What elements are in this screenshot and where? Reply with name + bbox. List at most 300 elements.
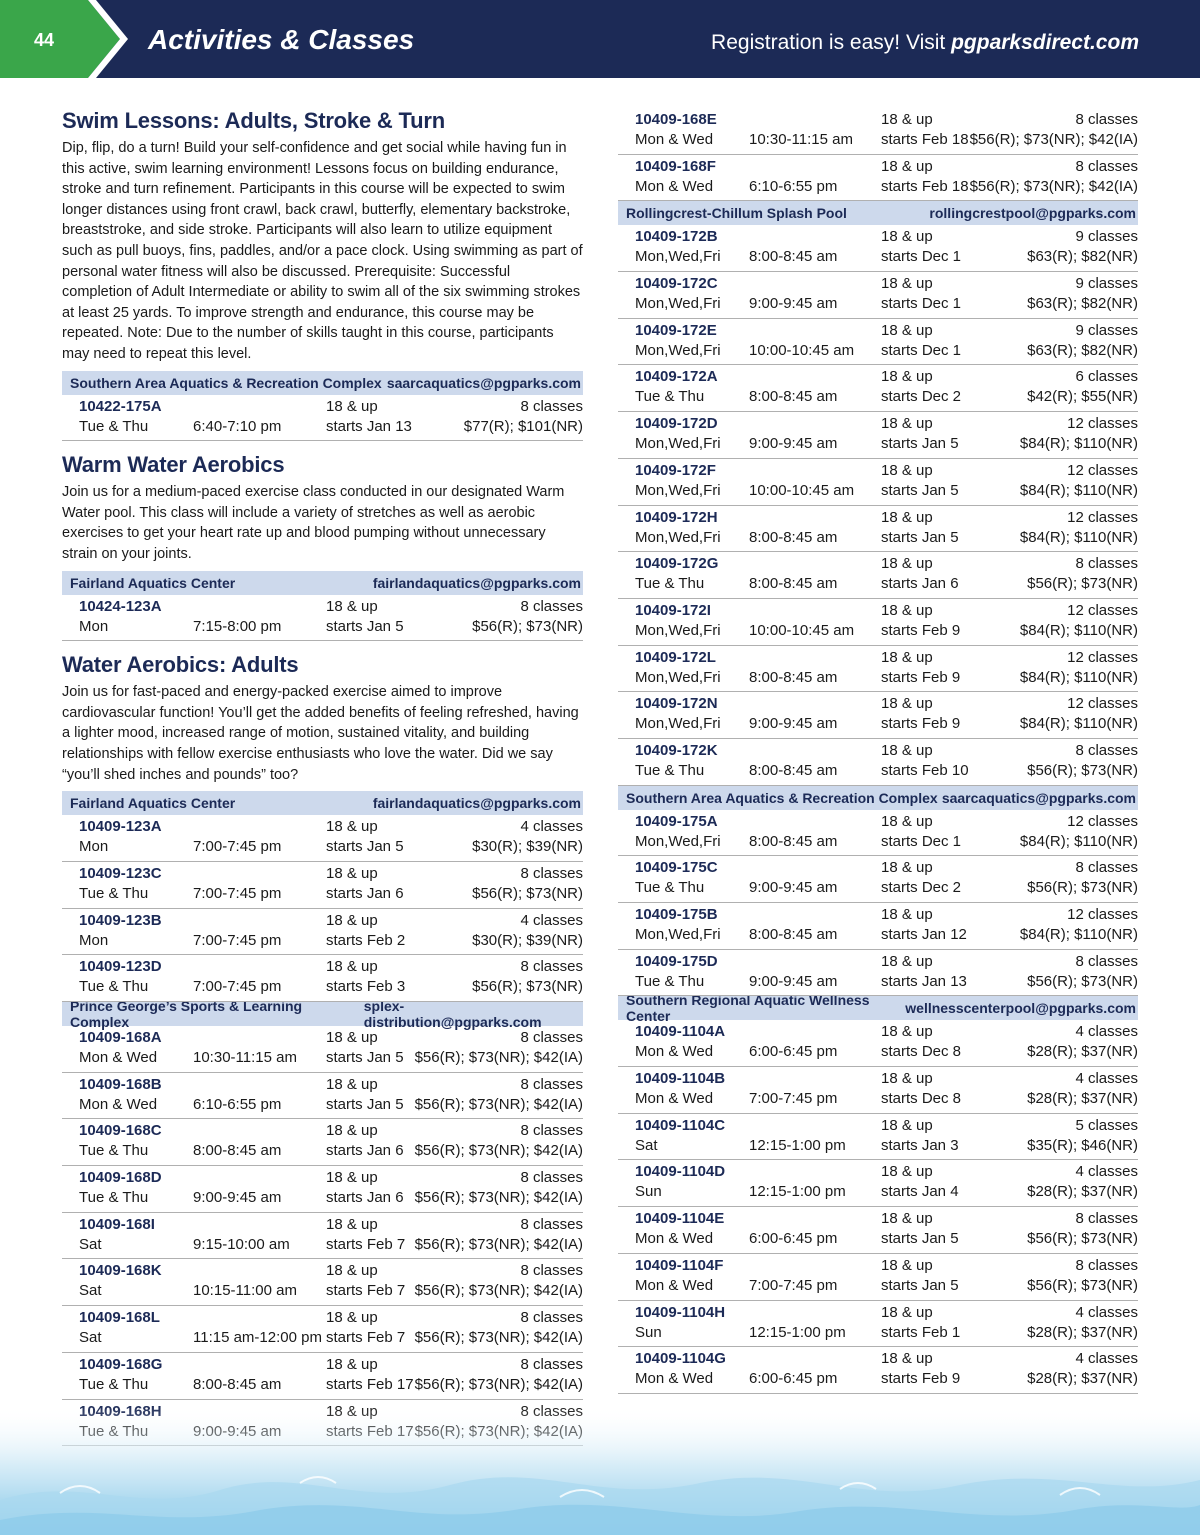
start-date: starts Jan 13 (881, 972, 967, 990)
registration-text: Registration is easy! Visit (711, 31, 952, 54)
table-row (618, 412, 1138, 459)
class-days: Mon & Wed (79, 1095, 158, 1113)
class-fee: $84(R); $110(NR) (1019, 621, 1138, 639)
class-fee: $56(R); $73(NR) (1027, 1230, 1138, 1248)
class-time: 6:00-6:45 pm (749, 1230, 838, 1248)
class-list (62, 815, 583, 1002)
start-date: starts Feb 1 (881, 1323, 961, 1341)
table-row (62, 1119, 583, 1166)
class-count: 8 classes (520, 958, 583, 976)
start-date: starts Jan 12 (881, 926, 967, 943)
start-date: starts Jan 5 (326, 1049, 404, 1066)
class-time: 10:15-11:00 am (193, 1282, 297, 1300)
class-count: 8 classes (1075, 555, 1138, 573)
start-date: starts Dec 2 (881, 879, 962, 897)
class-days: Sat (79, 1329, 102, 1347)
class-time: 6:40-7:10 pm (193, 417, 282, 435)
class-days: Tue & Thu (635, 761, 705, 779)
age-range: 18 & up (326, 397, 378, 415)
table-row (62, 815, 583, 862)
class-fee: $63(R); $82(NR) (1027, 295, 1138, 313)
class-code: 10409-168C (79, 1122, 162, 1140)
location-bar (62, 998, 583, 1030)
class-fee: $56(R); $73(NR); $42(IA) (969, 177, 1138, 195)
class-time: 9:00-9:45 am (749, 715, 838, 733)
location-bar (62, 571, 583, 595)
start-date: starts Jan 5 (326, 838, 404, 856)
location-bar (618, 786, 1138, 810)
class-time: 9:00-9:45 am (749, 879, 838, 897)
age-range: 18 & up (881, 555, 933, 573)
class-days: Mon (79, 838, 109, 856)
class-code: 10409-172A (635, 368, 718, 386)
class-code: 10409-172B (635, 228, 718, 246)
class-time: 6:10-6:55 pm (193, 1095, 282, 1113)
table-row (618, 108, 1138, 155)
class-count: 8 classes (1075, 741, 1138, 759)
class-count: 8 classes (520, 1122, 583, 1140)
class-days: Sat (79, 1282, 102, 1300)
class-fee: $63(R); $82(NR) (1027, 341, 1138, 359)
class-days: Sun (635, 1183, 662, 1201)
table-row (618, 950, 1138, 997)
class-code: 10409-168B (79, 1075, 162, 1093)
start-date: starts Dec 1 (881, 832, 962, 850)
class-time: 9:00-9:45 am (749, 972, 838, 990)
class-fee: $56(R); $73(NR) (472, 884, 583, 902)
location-bar (618, 201, 1138, 225)
class-days: Mon & Wed (635, 1090, 714, 1108)
class-code: 10409-168G (79, 1355, 163, 1373)
class-fee: $56(R); $73(NR); $42(IA) (969, 131, 1138, 148)
class-time: 8:00-8:45 am (749, 528, 838, 546)
age-range: 18 & up (326, 818, 378, 836)
table-row (618, 1114, 1138, 1161)
age-range: 18 & up (881, 508, 933, 526)
class-time: 8:00-8:45 am (749, 761, 838, 779)
class-time: 8:00-8:45 am (749, 388, 838, 406)
class-fee: $56(R); $73(NR); $42(IA) (414, 1282, 583, 1300)
class-count: 8 classes (520, 1169, 583, 1187)
class-days: Tue & Thu (79, 978, 149, 996)
table-row (618, 1301, 1138, 1348)
class-fee: $56(R); $73(NR); $42(IA) (414, 1235, 583, 1253)
table-row (618, 810, 1138, 857)
start-date: starts Jan 5 (881, 1276, 959, 1294)
class-time: 9:15-10:00 am (193, 1235, 290, 1253)
start-date: starts Dec 1 (881, 295, 962, 313)
start-date: starts Dec 1 (881, 341, 962, 359)
class-code: 10409-172L (635, 648, 716, 666)
location-email[interactable]: fairlandaquatics@pgparks.com (372, 574, 581, 591)
class-list (62, 395, 583, 442)
age-range: 18 & up (881, 952, 933, 970)
class-count: 12 classes (1067, 415, 1138, 433)
class-code: 10409-175D (635, 952, 718, 970)
class-time: 7:00-7:45 pm (193, 884, 282, 902)
page-number: 44 (34, 30, 55, 50)
water-aerobics-title: Water Aerobics: Adults (62, 652, 299, 678)
class-time: 9:00-9:45 am (193, 1189, 282, 1207)
class-count: 8 classes (520, 1215, 583, 1233)
location-bar (62, 371, 583, 395)
class-fee: $84(R); $110(NR) (1019, 715, 1138, 733)
class-time: 8:00-8:45 am (749, 926, 838, 943)
start-date: starts Feb 7 (326, 1282, 406, 1300)
start-date: starts Jan 5 (326, 617, 404, 635)
start-date: starts Jan 5 (326, 1095, 404, 1113)
start-date: starts Dec 8 (881, 1043, 962, 1061)
class-count: 12 classes (1067, 461, 1138, 479)
class-time: 10:30-11:15 am (193, 1049, 297, 1066)
class-code: 10409-1104B (635, 1070, 726, 1088)
class-count: 8 classes (520, 1355, 583, 1373)
table-row (618, 272, 1138, 319)
age-range: 18 & up (881, 461, 933, 479)
class-fee: $42(R); $55(NR) (1027, 388, 1138, 406)
class-fee: $56(R); $73(NR); $42(IA) (414, 1142, 583, 1160)
class-fee: $56(R); $73(NR); $42(IA) (414, 1329, 583, 1347)
class-code: 10409-172E (635, 321, 717, 339)
start-date: starts Jan 5 (881, 528, 959, 546)
class-days: Mon & Wed (635, 1370, 714, 1388)
class-time: 7:00-7:45 pm (193, 978, 282, 996)
start-date: starts Feb 9 (881, 621, 961, 639)
class-code: 10424-123A (79, 597, 162, 615)
class-days: Tue & Thu (635, 575, 705, 593)
class-count: 8 classes (520, 864, 583, 882)
class-fee: $30(R); $39(NR) (472, 931, 583, 949)
class-days: Tue & Thu (635, 972, 705, 990)
table-row (62, 1026, 583, 1073)
location-email[interactable]: saarcaquatics@pgparks.com (941, 789, 1136, 806)
class-time: 7:15-8:00 pm (193, 617, 282, 635)
class-fee: $30(R); $39(NR) (472, 838, 583, 856)
start-date: starts Jan 6 (326, 1189, 404, 1207)
class-days: Tue & Thu (79, 1189, 149, 1207)
class-time: 8:00-8:45 am (749, 668, 838, 686)
class-code: 10409-168L (79, 1309, 160, 1327)
class-count: 12 classes (1067, 906, 1138, 923)
start-date: starts Feb 7 (326, 1329, 406, 1347)
class-fee: $84(R); $110(NR) (1019, 528, 1138, 546)
table-row (618, 692, 1138, 739)
class-days: Tue & Thu (635, 879, 705, 897)
right-column (618, 108, 1138, 1394)
class-code: 10409-172G (635, 555, 719, 573)
table-row (62, 1259, 583, 1306)
class-time: 10:30-11:15 am (749, 131, 853, 148)
class-days: Mon (79, 931, 109, 949)
class-count: 4 classes (1075, 1023, 1138, 1041)
class-count: 8 classes (1075, 859, 1138, 877)
location-name: Prince George’s Sports & Learning Complex (70, 998, 303, 1030)
age-range: 18 & up (326, 1029, 378, 1046)
class-count: 9 classes (1075, 275, 1138, 293)
class-fee: $77(R); $101(NR) (463, 417, 583, 435)
class-count: 12 classes (1067, 695, 1138, 713)
class-fee: $28(R); $37(NR) (1027, 1090, 1138, 1108)
class-fee: $56(R); $73(NR); $42(IA) (414, 1189, 583, 1207)
class-time: 7:00-7:45 pm (749, 1276, 838, 1294)
location-name: Rollingcrest-Chillum Splash Pool (626, 205, 847, 222)
class-count: 9 classes (1075, 321, 1138, 339)
class-days: Mon,Wed,Fri (635, 832, 721, 850)
class-count: 4 classes (1075, 1163, 1138, 1181)
class-count: 6 classes (1075, 368, 1138, 386)
class-fee: $84(R); $110(NR) (1019, 481, 1138, 499)
class-days: Mon,Wed,Fri (635, 715, 721, 733)
age-range: 18 & up (881, 859, 933, 877)
class-fee: $28(R); $37(NR) (1027, 1183, 1138, 1201)
table-row (618, 646, 1138, 693)
table-row (618, 1207, 1138, 1254)
start-date: starts Feb 9 (881, 668, 961, 686)
class-time: 6:00-6:45 pm (749, 1370, 838, 1388)
warm-water-aerobics-description: Join us for a medium-paced exercise class conducted in our designated Warm Water pool. This class will include a variety of stretches as well as aerobic exercises to get your heart rate up and blood pumping without unnecessary strain on your joints. (62, 484, 565, 562)
start-date: starts Feb 2 (326, 931, 406, 949)
class-count: 8 classes (1075, 1256, 1138, 1274)
class-days: Tue & Thu (79, 417, 149, 435)
age-range: 18 & up (326, 1309, 378, 1327)
age-range: 18 & up (881, 695, 933, 713)
age-range: 18 & up (881, 812, 933, 830)
class-days: Sat (79, 1235, 102, 1253)
table-row (618, 1020, 1138, 1067)
table-row (618, 1067, 1138, 1114)
age-range: 18 & up (326, 1169, 378, 1187)
class-time: 10:00-10:45 am (749, 341, 855, 359)
class-code: 10409-1104C (635, 1116, 726, 1134)
table-row (62, 955, 583, 1002)
location-bar (618, 992, 1138, 1025)
class-days: Mon,Wed,Fri (635, 621, 721, 639)
age-range: 18 & up (881, 1163, 933, 1181)
class-list (618, 1020, 1138, 1394)
class-days: Mon,Wed,Fri (635, 341, 721, 359)
class-days: Mon,Wed,Fri (635, 435, 721, 453)
class-days: Mon (79, 617, 109, 635)
class-list (62, 1026, 583, 1446)
location-name: Southern Area Aquatics & Recreation Complex (70, 374, 382, 391)
class-code: 10409-172H (635, 508, 718, 526)
class-fee: $56(R); $73(NR); $42(IA) (414, 1375, 583, 1393)
start-date: starts Jan 6 (326, 1142, 404, 1160)
start-date: starts Jan 5 (881, 1230, 959, 1248)
age-range: 18 & up (881, 1350, 933, 1368)
class-time: 8:00-8:45 am (749, 575, 838, 593)
table-row (618, 903, 1138, 950)
class-days: Mon,Wed,Fri (635, 668, 721, 686)
class-count: 12 classes (1067, 648, 1138, 666)
class-count: 4 classes (1075, 1070, 1138, 1088)
class-time: 12:15-1:00 pm (749, 1136, 846, 1154)
class-code: 10409-172N (635, 695, 718, 713)
class-days: Mon & Wed (635, 177, 714, 195)
class-count: 4 classes (520, 818, 583, 836)
class-days: Mon & Wed (635, 1043, 714, 1061)
start-date: starts Feb 9 (881, 1370, 961, 1388)
class-count: 8 classes (1075, 157, 1138, 175)
start-date: starts Jan 5 (881, 481, 959, 499)
age-range: 18 & up (881, 368, 933, 386)
class-time: 12:15-1:00 pm (749, 1323, 846, 1341)
location-name: Southern Regional Aquatic Wellness Center (626, 992, 870, 1025)
class-fee: $28(R); $37(NR) (1027, 1370, 1138, 1388)
class-fee: $84(R); $110(NR) (1019, 435, 1138, 453)
start-date: starts Feb 10 (881, 761, 969, 779)
location-email[interactable]: saarcaquatics@pgparks.com (386, 374, 581, 391)
age-range: 18 & up (881, 111, 933, 128)
location-email[interactable]: rollingcrestpool@pgparks.com (929, 205, 1136, 222)
class-count: 9 classes (1075, 228, 1138, 246)
class-code: 10409-172C (635, 275, 718, 293)
class-code: 10409-123A (79, 818, 162, 836)
class-code: 10409-123B (79, 911, 162, 929)
age-range: 18 & up (326, 864, 378, 882)
class-code: 10422-175A (79, 397, 162, 415)
registration-link[interactable]: pgparksdirect.com (951, 31, 1139, 54)
start-date: starts Feb 18 (881, 177, 969, 195)
class-fee: $56(R); $73(NR) (472, 978, 583, 996)
table-row (618, 552, 1138, 599)
warm-water-aerobics-title: Warm Water Aerobics (62, 452, 285, 478)
table-row (62, 909, 583, 956)
class-days: Sat (635, 1136, 658, 1154)
class-count: 8 classes (520, 1262, 583, 1280)
age-range: 18 & up (881, 601, 933, 619)
age-range: 18 & up (326, 1075, 378, 1093)
class-code: 10409-168F (635, 157, 716, 175)
class-time: 8:00-8:45 am (749, 248, 838, 266)
table-row (618, 599, 1138, 646)
location-email[interactable]: splex-distribution@pgparks.com (363, 998, 542, 1030)
class-fee: $56(R); $73(NR) (1027, 879, 1138, 897)
class-time: 12:15-1:00 pm (749, 1183, 846, 1201)
start-date: starts Jan 13 (326, 417, 412, 435)
table-row (618, 225, 1138, 272)
location-name: Fairland Aquatics Center (70, 795, 236, 812)
class-code: 10409-175A (635, 812, 718, 830)
age-range: 18 & up (326, 1215, 378, 1233)
age-range: 18 & up (881, 415, 933, 433)
class-days: Tue & Thu (79, 1375, 149, 1393)
class-code: 10409-1104H (635, 1303, 726, 1321)
age-range: 18 & up (881, 157, 933, 175)
class-code: 10409-1104D (635, 1163, 726, 1181)
class-days: Mon,Wed,Fri (635, 926, 721, 943)
table-row (618, 155, 1138, 202)
class-count: 8 classes (520, 397, 583, 415)
class-count: 8 classes (520, 1029, 583, 1046)
age-range: 18 & up (326, 958, 378, 976)
class-fee: $56(R); $73(NR) (472, 617, 583, 635)
class-fee: $56(R); $73(NR) (1027, 575, 1138, 593)
start-date: starts Feb 9 (881, 715, 961, 733)
class-days: Mon & Wed (635, 131, 714, 148)
table-row (618, 1160, 1138, 1207)
class-time: 8:00-8:45 am (193, 1375, 282, 1393)
class-count: 5 classes (1075, 1116, 1138, 1134)
class-code: 10409-172I (635, 601, 711, 619)
start-date: starts Dec 8 (881, 1090, 962, 1108)
location-email[interactable]: fairlandaquatics@pgparks.com (372, 795, 581, 812)
class-count: 8 classes (520, 1075, 583, 1093)
class-fee: $56(R); $73(NR) (1027, 972, 1138, 990)
class-fee: $56(R); $73(NR) (1027, 761, 1138, 779)
start-date: starts Dec 2 (881, 388, 962, 406)
table-row (618, 1347, 1138, 1394)
start-date: starts Jan 6 (326, 884, 404, 902)
age-range: 18 & up (881, 1116, 933, 1134)
age-range: 18 & up (881, 741, 933, 759)
page-header (0, 0, 1200, 78)
location-name: Southern Area Aquatics & Recreation Complex (626, 789, 938, 806)
class-days: Mon,Wed,Fri (635, 295, 721, 313)
class-code: 10409-172K (635, 741, 718, 759)
class-fee: $63(R); $82(NR) (1027, 248, 1138, 266)
class-count: 8 classes (1075, 111, 1138, 128)
class-fee: $28(R); $37(NR) (1027, 1323, 1138, 1341)
class-list (62, 595, 583, 642)
table-row (618, 319, 1138, 366)
class-fee: $56(R); $73(NR); $42(IA) (414, 1095, 583, 1113)
class-list (618, 225, 1138, 785)
class-count: 8 classes (520, 597, 583, 615)
age-range: 18 & up (881, 275, 933, 293)
swim-lessons-description: Dip, flip, do a turn! Build your self-confidence and get social while having fun in this active, swim learning environment! Lessons focus on building endurance, stroke and turn refinement. Participants in this course will be expected to swim longer distances using front crawl, back crawl, butterfly, elementary backstroke, breaststroke, and side stroke. Participants will also learn to utilize equipment such as pull buoys, fins, paddles, and/or a pace clock. Using swimming as part of personal water fitness will also be discussed. Prerequisite: Successful completion of Adult Intermediate or ability to swim all of the six swimming strokes at least 25 yards. To improve strength and endurance, this course may be repeated. Note: Due to the number of skills taught in this course, participants may need to repeat this level. (62, 140, 583, 362)
class-list (618, 810, 1138, 997)
table-row (618, 506, 1138, 553)
class-code: 10409-123D (79, 958, 162, 976)
class-count: 8 classes (520, 1309, 583, 1327)
start-date: starts Feb 3 (326, 978, 406, 996)
class-days: Mon & Wed (635, 1230, 714, 1248)
age-range: 18 & up (881, 321, 933, 339)
class-fee: $84(R); $110(NR) (1019, 668, 1138, 686)
class-days: Mon,Wed,Fri (635, 481, 721, 499)
table-row (618, 856, 1138, 903)
class-count: 8 classes (1075, 1210, 1138, 1228)
age-range: 18 & up (326, 1262, 378, 1280)
start-date: starts Feb 7 (326, 1235, 406, 1253)
age-range: 18 & up (881, 648, 933, 666)
water-background-decoration (0, 1405, 1200, 1535)
class-code: 10409-168E (635, 111, 717, 128)
class-time: 11:15 am-12:00 pm (193, 1329, 322, 1347)
class-fee: $84(R); $110(NR) (1019, 832, 1138, 850)
table-row (618, 739, 1138, 786)
class-time: 6:10-6:55 pm (749, 177, 838, 195)
left-column (62, 108, 583, 1446)
class-fee: $56(R); $73(NR) (1027, 1276, 1138, 1294)
table-row (62, 395, 583, 442)
class-time: 8:00-8:45 am (749, 832, 838, 850)
table-row (62, 1213, 583, 1260)
location-email[interactable]: wellnesscenterpool@pgparks.com (905, 1000, 1136, 1017)
class-days: Sun (635, 1323, 662, 1341)
table-row (618, 365, 1138, 412)
age-range: 18 & up (326, 1122, 378, 1140)
class-code: 10409-175B (635, 906, 718, 923)
start-date: starts Jan 5 (881, 435, 959, 453)
table-row (62, 595, 583, 642)
age-range: 18 & up (881, 1256, 933, 1274)
class-time: 10:00-10:45 am (749, 481, 855, 499)
class-days: Tue & Thu (635, 388, 705, 406)
table-row (618, 1254, 1138, 1301)
class-time: 7:00-7:45 pm (749, 1090, 838, 1108)
